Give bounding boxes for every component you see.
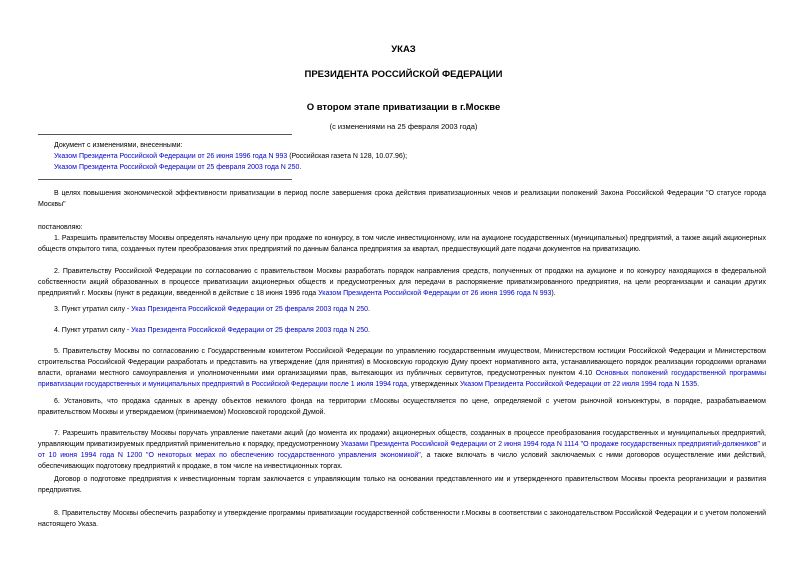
- paragraph-5-text: 5. Правительству Москвы по согласованию с Государственным комитетом Российской Федерации по управлению государственным имуществом, Министерством юстиции Российской Федерации и Министерством строительства Российской Федерации разработать и представить на утверждение (для принятия) в Московскую городскую Думу проект нормативного акта, устанавливающего порядок реализации городскими органами власти, органами местного самоуправления и уполномоченными ими организациями прав, вытекающих из публичных сервитутов, предусмотренных пунктом 4.10: [38, 348, 766, 377]
- amendments-note: [54, 140, 407, 173]
- paragraph-7: [38, 428, 766, 472]
- amendments-intro: Документ с изменениями, внесенными:: [54, 142, 183, 149]
- paragraph-3-link[interactable]: Указ Президента Российской Федерации от 25 февраля 2003 года N 250: [131, 306, 368, 313]
- paragraph-8: 8. Правительству Москвы обеспечить разработку и утверждение программы приватизации государственной собственности г.Москвы в соответствии с законодательством Российской Федерации и с учетом положений настоящего Указа.: [38, 510, 766, 528]
- amendment-tail-1: (Российская газета N 128, 10.07.96);: [287, 153, 408, 160]
- paragraph-7-text: 7. Разрешить правительству Москвы поручать управление пакетами акций (до момента их продажи) акционерных обществ, созданных в процессе преобразования государственных и муниципальных предприятий, управляющим приватизируемых предприятий применительно к порядку, предусмотренному: [38, 430, 766, 448]
- divider-bottom: [38, 179, 292, 180]
- amendment-tail-2: .: [299, 164, 302, 171]
- decree-name: О втором этапе приватизации в г.Москве: [306, 102, 501, 113]
- paragraph-4-link[interactable]: Указ Президента Российской Федерации от 25 февраля 2003 года N 250: [131, 327, 368, 334]
- paragraph-4-tail: .: [368, 327, 370, 334]
- paragraph-7-contract: Договор о подготовке предприятия к инвестиционным торгам заключается с управляющим только на основании представленного им и утвержденного правительством Москвы проекта реорганизации и развития предприятия.: [38, 476, 766, 494]
- paragraph-5-link-1[interactable]: Основных положений государственной программы приватизации государственных и муниципальных предприятий в Российской Федерации после 1 июля 1994 года: [38, 370, 766, 388]
- amendment-link-2[interactable]: Указом Президента Российской Федерации от 25 февраля 2003 года N 250: [54, 164, 300, 171]
- paragraph-7-tail: , а также включать в число условий заключаемых с ними договоров осуществление ими действий, обеспечивающих подготовку предприятий к продаже, в том числе на инвестиционных торгах.: [38, 452, 767, 470]
- amendment-date: (с изменениями на 25 февраля 2003 года): [329, 122, 478, 131]
- paragraph-2: [38, 266, 766, 299]
- amendment-line-1: [54, 151, 407, 162]
- paragraph-3-text: 3. Пункт утратил силу -: [54, 306, 132, 313]
- paragraph-5-link-2[interactable]: Указом Президента Российской Федерации от 22 июля 1994 года N 1535: [459, 381, 698, 388]
- issuer-title: ПРЕЗИДЕНТА РОССИЙСКОЙ ФЕДЕРАЦИИ: [304, 69, 503, 80]
- paragraph-6: 6. Установить, что продажа сданных в аренду объектов нежилого фонда на территории г.Москвы осуществляется по цене, определяемой с учетом рыночной конъюнктуры, в порядке, разрабатываемом правительством Москвы и утверждаемом (принимаемом) Московской городской Думой.: [38, 398, 766, 416]
- paragraph-7-mid: и: [760, 441, 766, 448]
- amendment-line-2: [54, 162, 407, 173]
- paragraph-7-link-2[interactable]: от 10 июня 1994 года N 1200 "О некоторых мерах по обеспечению государственного управления экономикой": [38, 452, 421, 459]
- paragraph-2-link[interactable]: Указом Президента Российской Федерации от 26 июня 1996 года N 993: [318, 290, 552, 297]
- paragraph-5: [38, 346, 766, 390]
- paragraph-5-tail: .: [697, 381, 700, 388]
- preamble: В целях повышения экономической эффективности приватизации в период после завершения срока действия приватизационных чеков и реализации положений Закона Российской Федерации "О статусе города Москвы": [38, 190, 766, 208]
- paragraph-3-tail: .: [368, 306, 370, 313]
- paragraph-4: [38, 325, 766, 336]
- divider-top: [38, 134, 292, 135]
- paragraph-1: 1. Разрешить правительству Москвы определять начальную цену при продаже по конкурсу, в том числе инвестиционному, или на аукционе государственных (муниципальных) предприятий, а также акций акционерных обществ открытого типа, созданных путем преобразования этих предприятий по данным баланса предприятия за квартал, предшествующий дате подачи документов на приватизацию.: [38, 235, 766, 253]
- resolve-word: постановляю:: [38, 224, 83, 231]
- paragraph-2-tail: ).: [551, 290, 556, 297]
- doc-type-title: УКАЗ: [391, 44, 416, 55]
- amendment-link-1[interactable]: Указом Президента Российской Федерации от 26 июня 1996 года N 993: [54, 153, 288, 160]
- paragraph-4-text: 4. Пункт утратил силу -: [54, 327, 132, 334]
- paragraph-7-link-1[interactable]: Указами Президента Российской Федерации от 2 июня 1994 года N 1114 "О продаже государственных предприятий-должников": [341, 441, 761, 448]
- paragraph-3: [38, 304, 766, 315]
- paragraph-5-mid: , утвержденных: [407, 381, 460, 388]
- paragraph-2-text: 2. Правительству Российской Федерации по согласованию с правительством Москвы разработать порядок направления средств, полученных от продажи на аукционе и по конкурсу находящихся в федеральной собственности акций образованных в процессе приватизации акционерных обществ и предусмотренных для передачи в распоряжение приватизированного предприятия, на цели реорганизации и санации других предприятий г. Москвы (пункт в редакции, введенной в действие с 18 июня 1996 года: [38, 268, 766, 297]
